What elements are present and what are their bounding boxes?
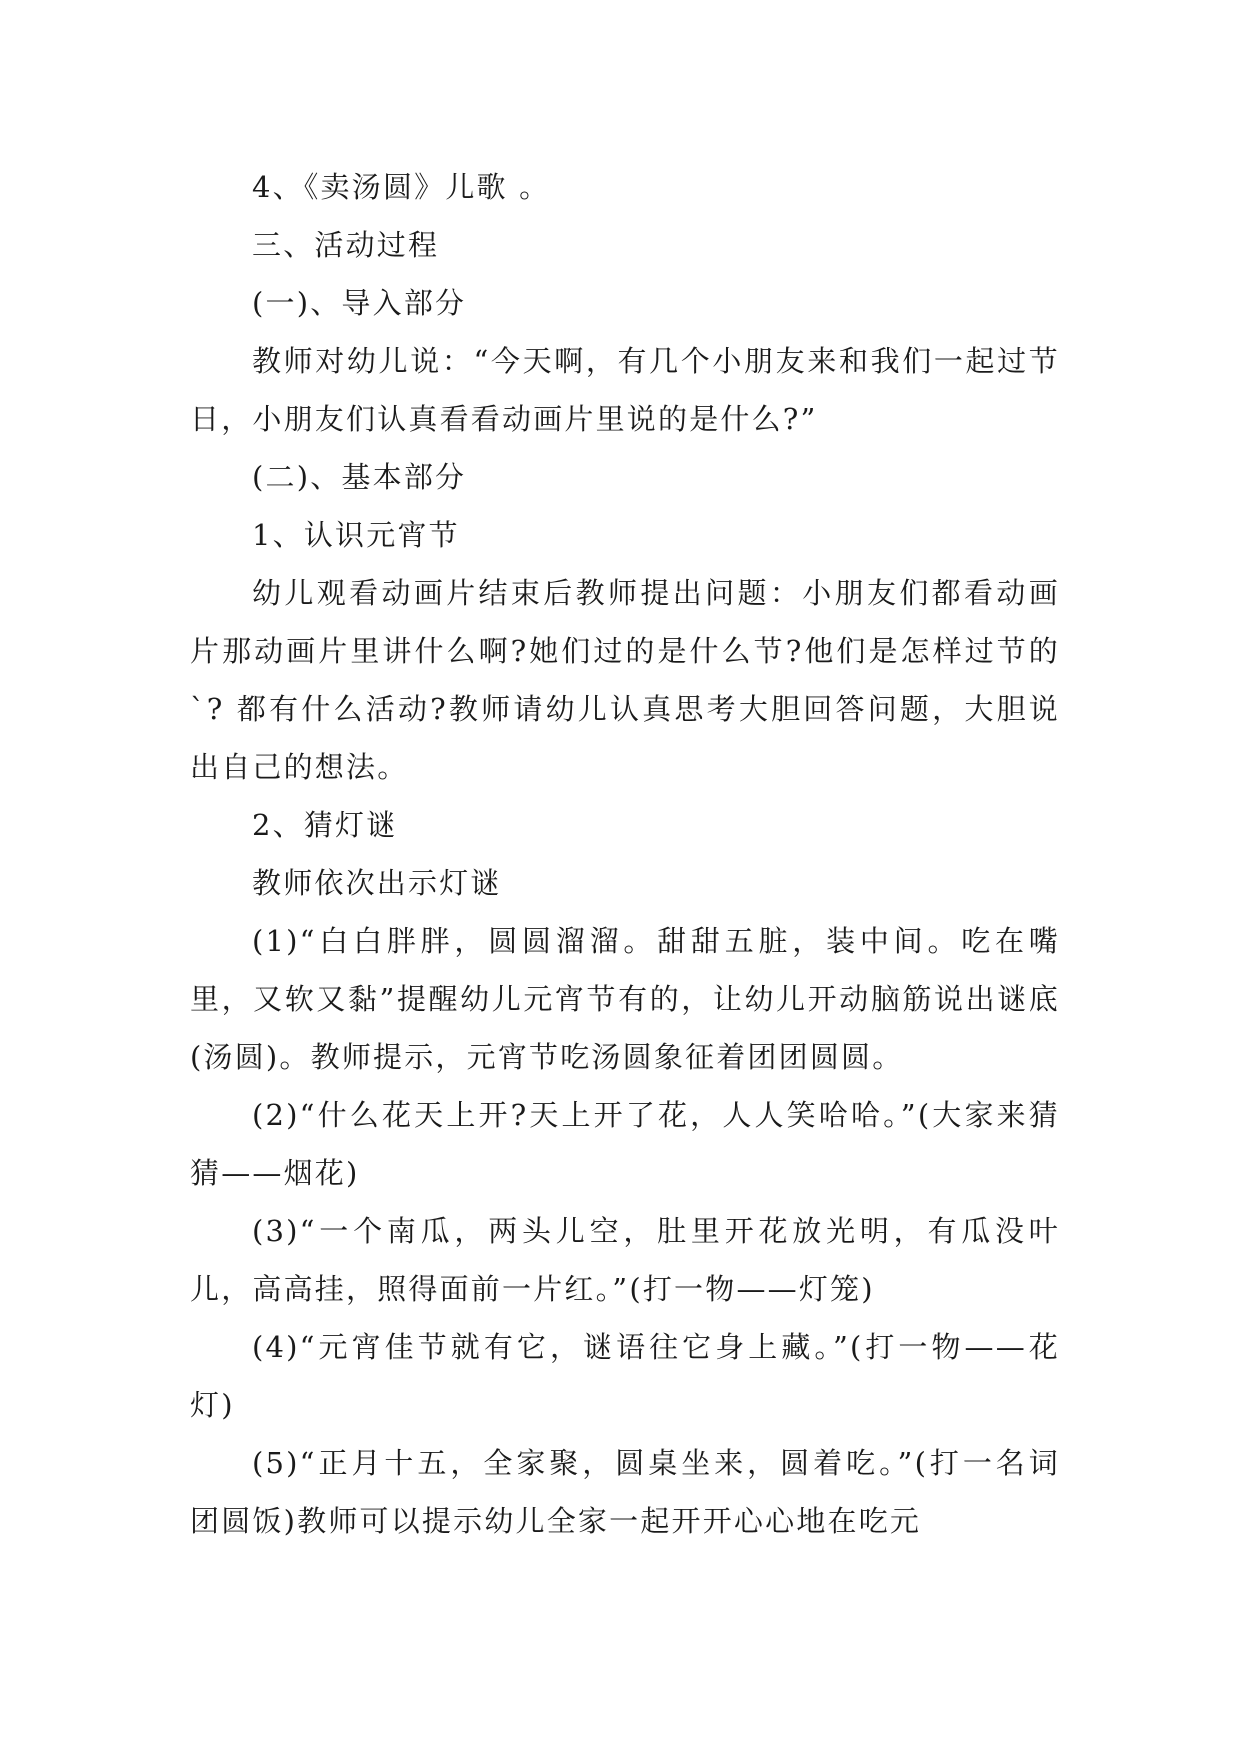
paragraph-questions: 幼儿观看动画片结束后教师提出问题：小朋友们都看动画片那动画片里讲什么啊?她们过的是什么节?他们是怎样过节的`? 都有什么活动?教师请幼儿认真思考大胆回答问题，大胆说出自己的想法。 [190, 576, 1060, 784]
document-body [190, 158, 1060, 1550]
paragraph-teacher-intro: 教师对幼儿说：“今天啊，有几个小朋友来和我们一起过节日，小朋友们认真看看动画片里说的是什么?” [190, 344, 1060, 436]
heading-introduction: (一)、导入部分 [252, 286, 467, 320]
heading-basic-part: (二)、基本部分 [252, 460, 467, 494]
riddle-5: (5)“正月十五，全家聚，圆桌坐来，圆着吃。”(打一名词 团圆饭)教师可以提示幼儿全家一起开开心心地在吃元 [190, 1446, 1060, 1538]
paragraph-show-riddles: 教师依次出示灯谜 [252, 866, 502, 900]
heading-know-lantern-festival: 1、认识元宵节 [252, 518, 460, 552]
riddle-4: (4)“元宵佳节就有它，谜语往它身上藏。”(打一物——花灯) [190, 1330, 1060, 1422]
paragraph-song-item: 4、《卖汤圆》儿歌 。 [252, 170, 551, 204]
heading-guess-riddles: 2、猜灯谜 [252, 808, 398, 842]
riddle-3: (3)“一个南瓜，两头儿空，肚里开花放光明，有瓜没叶儿，高高挂，照得面前一片红。”(打一物——灯笼) [190, 1214, 1060, 1306]
riddle-2: (2)“什么花天上开?天上开了花，人人笑哈哈。”(大家来猜猜——烟花) [190, 1098, 1060, 1190]
heading-activity-process: 三、活动过程 [252, 228, 440, 262]
riddle-1: (1)“白白胖胖，圆圆溜溜。甜甜五脏，装中间。吃在嘴里，又软又黏”提醒幼儿元宵节有的，让幼儿开动脑筋说出谜底(汤圆)。教师提示，元宵节吃汤圆象征着团团圆圆。 [190, 924, 1060, 1074]
